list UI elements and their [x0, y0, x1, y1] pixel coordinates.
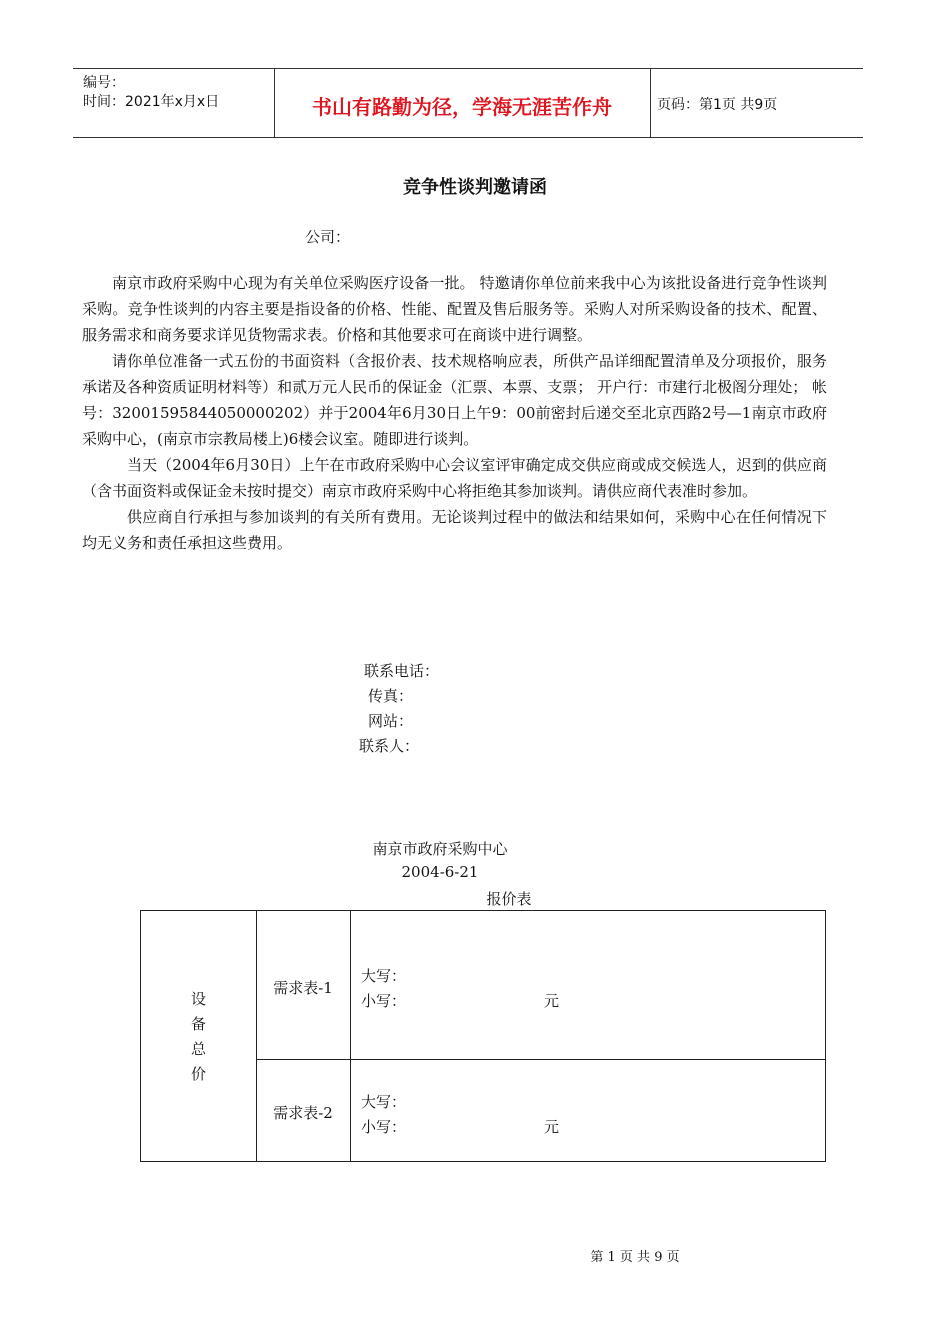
paragraph-costs: 供应商自行承担与参加谈判的有关所有费用。无论谈判过程中的做法和结果如何，采购中心在任何情况下均无义务和责任承担这些费用。	[82, 508, 827, 552]
amount-unit-1: 元	[544, 992, 560, 1010]
header-page-cell	[650, 69, 863, 137]
quote-table	[140, 910, 826, 1162]
quote-table-caption: 报价表	[486, 890, 532, 908]
requirement-label-1: 需求表-1	[273, 979, 333, 997]
recipient-line: 公司：	[305, 228, 351, 246]
page-footer: 第 1 页 共 9 页	[590, 1250, 680, 1265]
document-time: 时间：2021年x月x日	[83, 94, 220, 110]
table-divider	[350, 911, 351, 1161]
row-header-char: 设	[190, 990, 206, 1008]
signer-date: 2004-6-21	[401, 863, 479, 881]
amount-upper-2: 大写：	[361, 1093, 407, 1111]
row-header-char: 价	[190, 1065, 206, 1083]
requirement-label-2: 需求表-2	[273, 1104, 333, 1122]
header-motto-cell	[274, 69, 651, 137]
document-number: 编号：	[83, 75, 125, 91]
paragraph-materials: 请你单位准备一式五份的书面资料（含报价表、技术规格响应表，所供产品详细配置清单及分项报价，服务承诺及各种资质证明材料等）和贰万元人民币的保证金（汇票、本票、支票； 开户行：市建行北极阁分理处； 帐号：32001595844050000202）并于2004年6月30日上午9：00前密封后递交至北京西路2号—1南京市政府采购中心，(南京市宗教局楼上)6楼会议室。随即进行谈判。	[82, 352, 827, 448]
header-motto: 书山有路勤为径，学海无涯苦作舟	[312, 95, 612, 119]
row-header-char: 备	[190, 1015, 206, 1033]
amount-unit-2: 元	[544, 1118, 560, 1136]
paragraph-review: 当天（2004年6月30日）上午在市政府采购中心会议室评审确定成交供应商或成交候选人，迟到的供应商（含书面资料或保证金未按时提交）南京市政府采购中心将拒绝其参加谈判。请供应商代表准时参加。	[82, 456, 827, 500]
table-divider	[256, 911, 257, 1161]
header-page-number: 页码：第1页 共9页	[657, 97, 778, 113]
amount-lower-2: 小写：	[361, 1118, 407, 1136]
header-meta-cell	[73, 69, 275, 137]
amount-lower-1: 小写：	[361, 992, 407, 1010]
document-header	[73, 68, 863, 138]
contact-phone: 联系电话：	[364, 662, 440, 680]
equipment-total-price-label	[141, 987, 256, 1087]
paragraph-intro: 南京市政府采购中心现为有关单位采购医疗设备一批。 特邀请你单位前来我中心为该批设备进行竞争性谈判采购。竞争性谈判的内容主要是指设备的价格、性能、配置及售后服务等。采购人对所采购设备的技术、配置、服务需求和商务要求详见货物需求表。价格和其他要求可在商谈中进行调整。	[82, 274, 827, 344]
table-row-divider	[256, 1059, 825, 1060]
amount-upper-1: 大写：	[361, 967, 407, 985]
letter-title: 竞争性谈判邀请函	[403, 177, 547, 198]
signer-organization: 南京市政府采购中心	[372, 840, 508, 858]
letter-body	[82, 270, 827, 556]
contact-website: 网站：	[368, 712, 414, 730]
row-header-char: 总	[190, 1040, 206, 1058]
contact-person: 联系人：	[359, 737, 420, 755]
contact-fax: 传真：	[368, 687, 414, 705]
